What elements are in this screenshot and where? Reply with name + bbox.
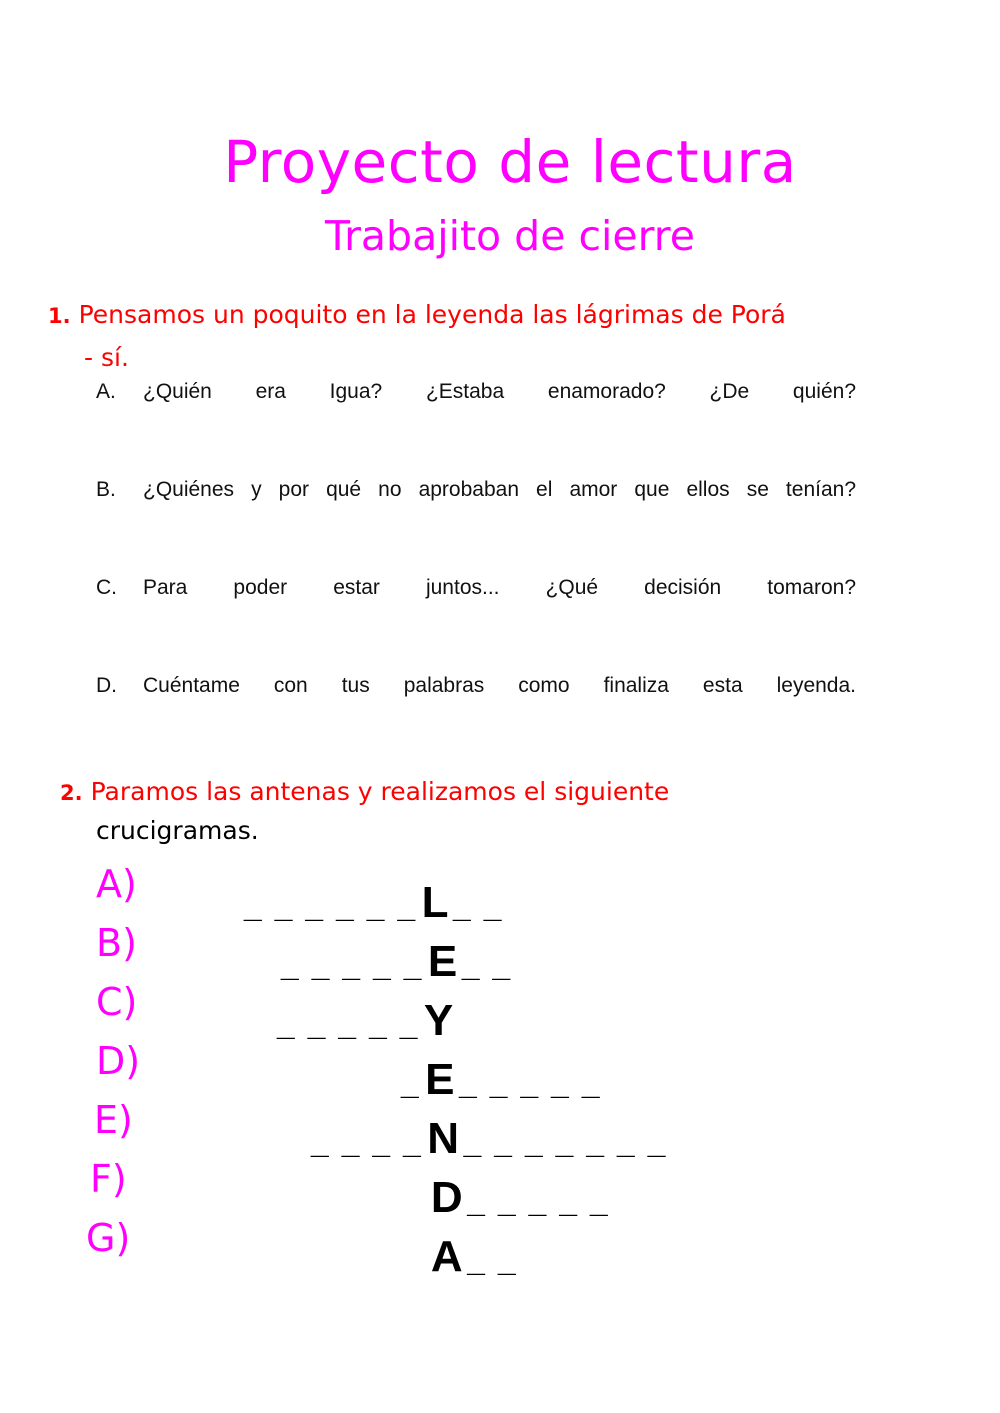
- crossword-label-d: D): [96, 1039, 141, 1083]
- crossword-blanks-before[interactable]: _ _ _ _ _: [276, 1006, 420, 1042]
- crossword-label-b: B): [96, 921, 137, 965]
- subquestion-b: [96, 478, 856, 502]
- subquestion-text: Cuéntame con tus palabras como finaliza esta leyenda.: [143, 674, 856, 697]
- crossword-label-g: G): [86, 1216, 131, 1260]
- question-1-number: 1.: [48, 304, 71, 328]
- crossword-row-g: [422, 1214, 518, 1282]
- question-2-number: 2.: [60, 781, 83, 805]
- subquestion-text: Para poder estar juntos... ¿Qué decisión tomaron?: [143, 576, 856, 599]
- page-title: Proyecto de lectura: [223, 128, 797, 196]
- subquestion-letter: A.: [96, 380, 116, 403]
- subquestion-letter: C.: [96, 576, 117, 599]
- crossword-blanks-before[interactable]: _ _ _ _ _ _: [243, 888, 418, 924]
- page-subtitle: Trabajito de cierre: [325, 212, 695, 260]
- crossword-key-letter: E: [427, 937, 458, 986]
- crossword-row-e: [302, 1096, 667, 1164]
- crossword-key-letter: N: [427, 1114, 459, 1163]
- crossword-key-letter: E: [425, 1055, 455, 1104]
- crossword-blanks-after[interactable]: _ _: [461, 947, 513, 983]
- crossword-label-e: E): [94, 1098, 133, 1142]
- crossword-label-c: C): [96, 980, 138, 1024]
- crossword-label-a: A): [96, 862, 137, 906]
- crossword-key-letter: A: [430, 1232, 463, 1281]
- crossword-row-b: [272, 919, 512, 987]
- crossword-row-d: [392, 1037, 602, 1105]
- crossword-label-f: F): [90, 1157, 127, 1201]
- crossword-blanks-after[interactable]: _ _: [452, 888, 504, 924]
- subquestion-text: ¿Quién era Igua? ¿Estaba enamorado? ¿De quién?: [143, 380, 856, 403]
- crossword-key-letter: Y: [423, 996, 454, 1045]
- crossword-row-c: [268, 978, 458, 1046]
- crossword-blanks-after[interactable]: _ _ _ _ _: [458, 1065, 602, 1101]
- question-1-text-line2: - sí.: [84, 343, 129, 372]
- crossword-blanks-before[interactable]: _: [400, 1065, 421, 1101]
- crossword-blanks-before[interactable]: _ _ _ _ _: [280, 947, 424, 983]
- question-1-text-line1: Pensamos un poquito en la leyenda las lágrimas de Porá: [78, 300, 786, 329]
- crossword-key-letter: L: [421, 878, 449, 927]
- crossword-blanks-before[interactable]: _ _ _ _: [310, 1124, 423, 1160]
- crossword-row-a: [235, 860, 503, 928]
- question-2-heading: [60, 771, 669, 814]
- subquestion-text: ¿Quiénes y por qué no aprobaban el amor que ellos se tenían?: [143, 478, 856, 501]
- question-1-heading: [48, 294, 786, 337]
- crossword-blanks-after[interactable]: _ _ _ _ _: [467, 1183, 610, 1219]
- question-2-text-line2: crucigramas.: [96, 816, 259, 845]
- subquestion-d: [96, 674, 856, 698]
- crossword-row-f: [422, 1155, 610, 1223]
- subquestion-a: [96, 380, 856, 404]
- question-2-text-line1: Paramos las antenas y realizamos el siguiente: [90, 777, 670, 806]
- crossword-blanks-after[interactable]: _ _ _ _ _ _ _: [463, 1124, 668, 1160]
- subquestion-letter: D.: [96, 674, 117, 697]
- crossword-key-letter: D: [430, 1173, 463, 1222]
- subquestion-c: [96, 576, 856, 600]
- subquestion-letter: B.: [96, 478, 116, 501]
- crossword-blanks-after[interactable]: _ _: [467, 1242, 518, 1278]
